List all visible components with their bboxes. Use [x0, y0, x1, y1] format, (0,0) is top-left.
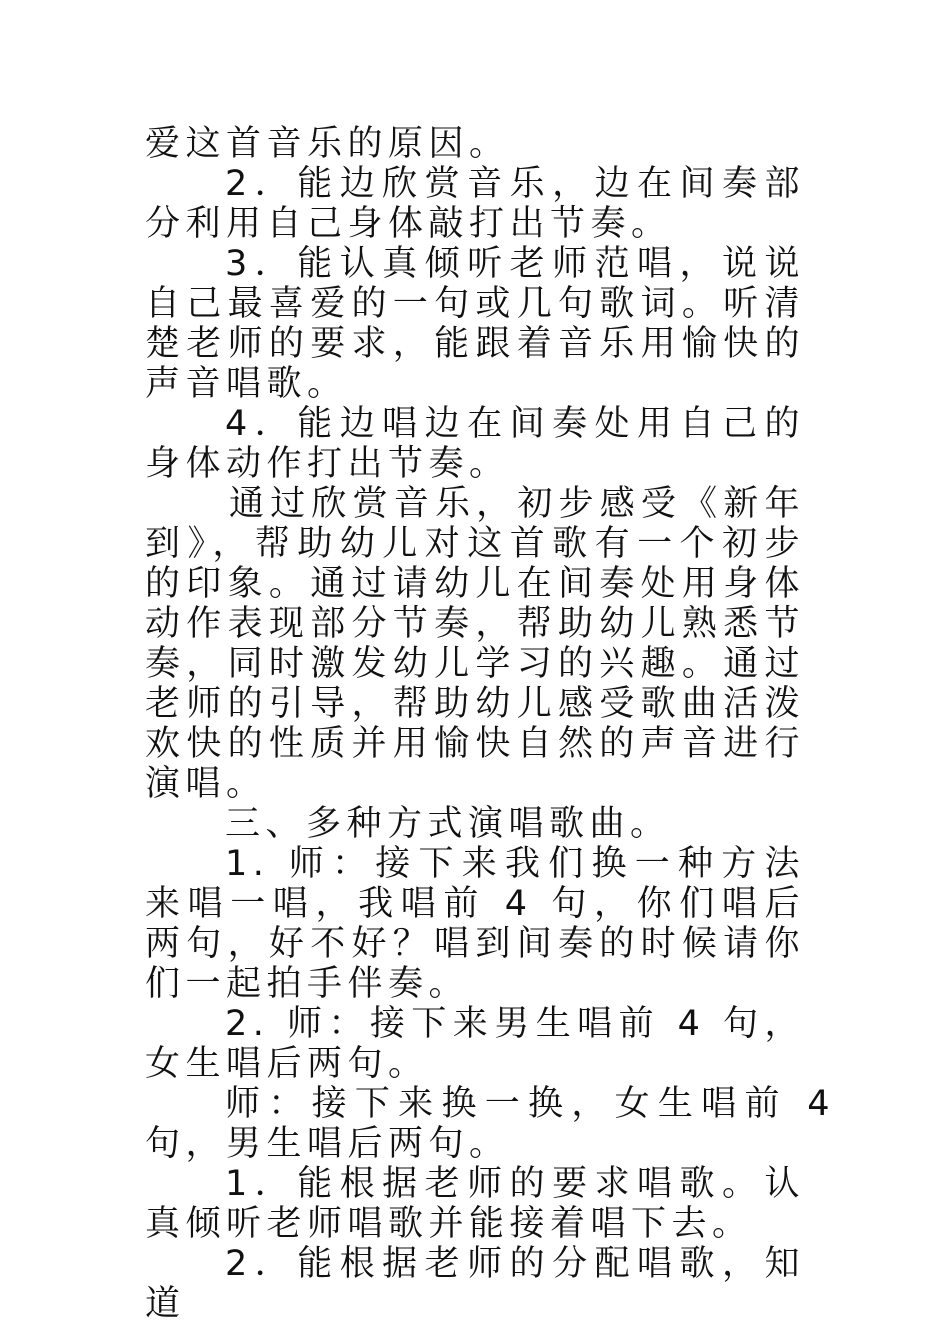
paragraph-3: 3．能认真倾听老师范唱，说说自己最喜爱的一句或几句歌词。听清楚老师的要求，能跟着音乐用愉快的声音唱歌。	[145, 244, 805, 404]
paragraph-1: 爱这首音乐的原因。	[145, 124, 510, 164]
document-page	[145, 124, 835, 1324]
paragraph-8: 2. 师：接下来男生唱前 4 句，女生唱后两句。	[145, 1004, 805, 1084]
paragraph-5: 通过欣赏音乐，初步感受《新年到》，帮助幼儿对这首歌有一个初步的印象。通过请幼儿在间奏处用身体动作表现部分节奏，帮助幼儿熟悉节奏，同时激发幼儿学习的兴趣。通过老师的引导，帮助幼儿感受歌曲活泼欢快的性质并用愉快自然的声音进行演唱。	[145, 484, 805, 804]
paragraph-11: 2．能根据老师的分配唱歌，知道	[145, 1244, 805, 1324]
section-heading: 三、多种方式演唱歌曲。	[225, 804, 671, 844]
paragraph-7: 1. 师：接下来我们换一种方法来唱一唱，我唱前 4 句，你们唱后两句，好不好？唱到间奏的时候请你们一起拍手伴奏。	[145, 844, 805, 1004]
paragraph-10: 1．能根据老师的要求唱歌。认真倾听老师唱歌并能接着唱下去。	[145, 1164, 805, 1244]
paragraph-9: 师：接下来换一换，女生唱前 4 句，男生唱后两句。	[145, 1084, 835, 1164]
paragraph-2: 2．能边欣赏音乐，边在间奏部分利用自己身体敲打出节奏。	[145, 164, 805, 244]
paragraph-4: 4．能边唱边在间奏处用自己的身体动作打出节奏。	[145, 404, 805, 484]
